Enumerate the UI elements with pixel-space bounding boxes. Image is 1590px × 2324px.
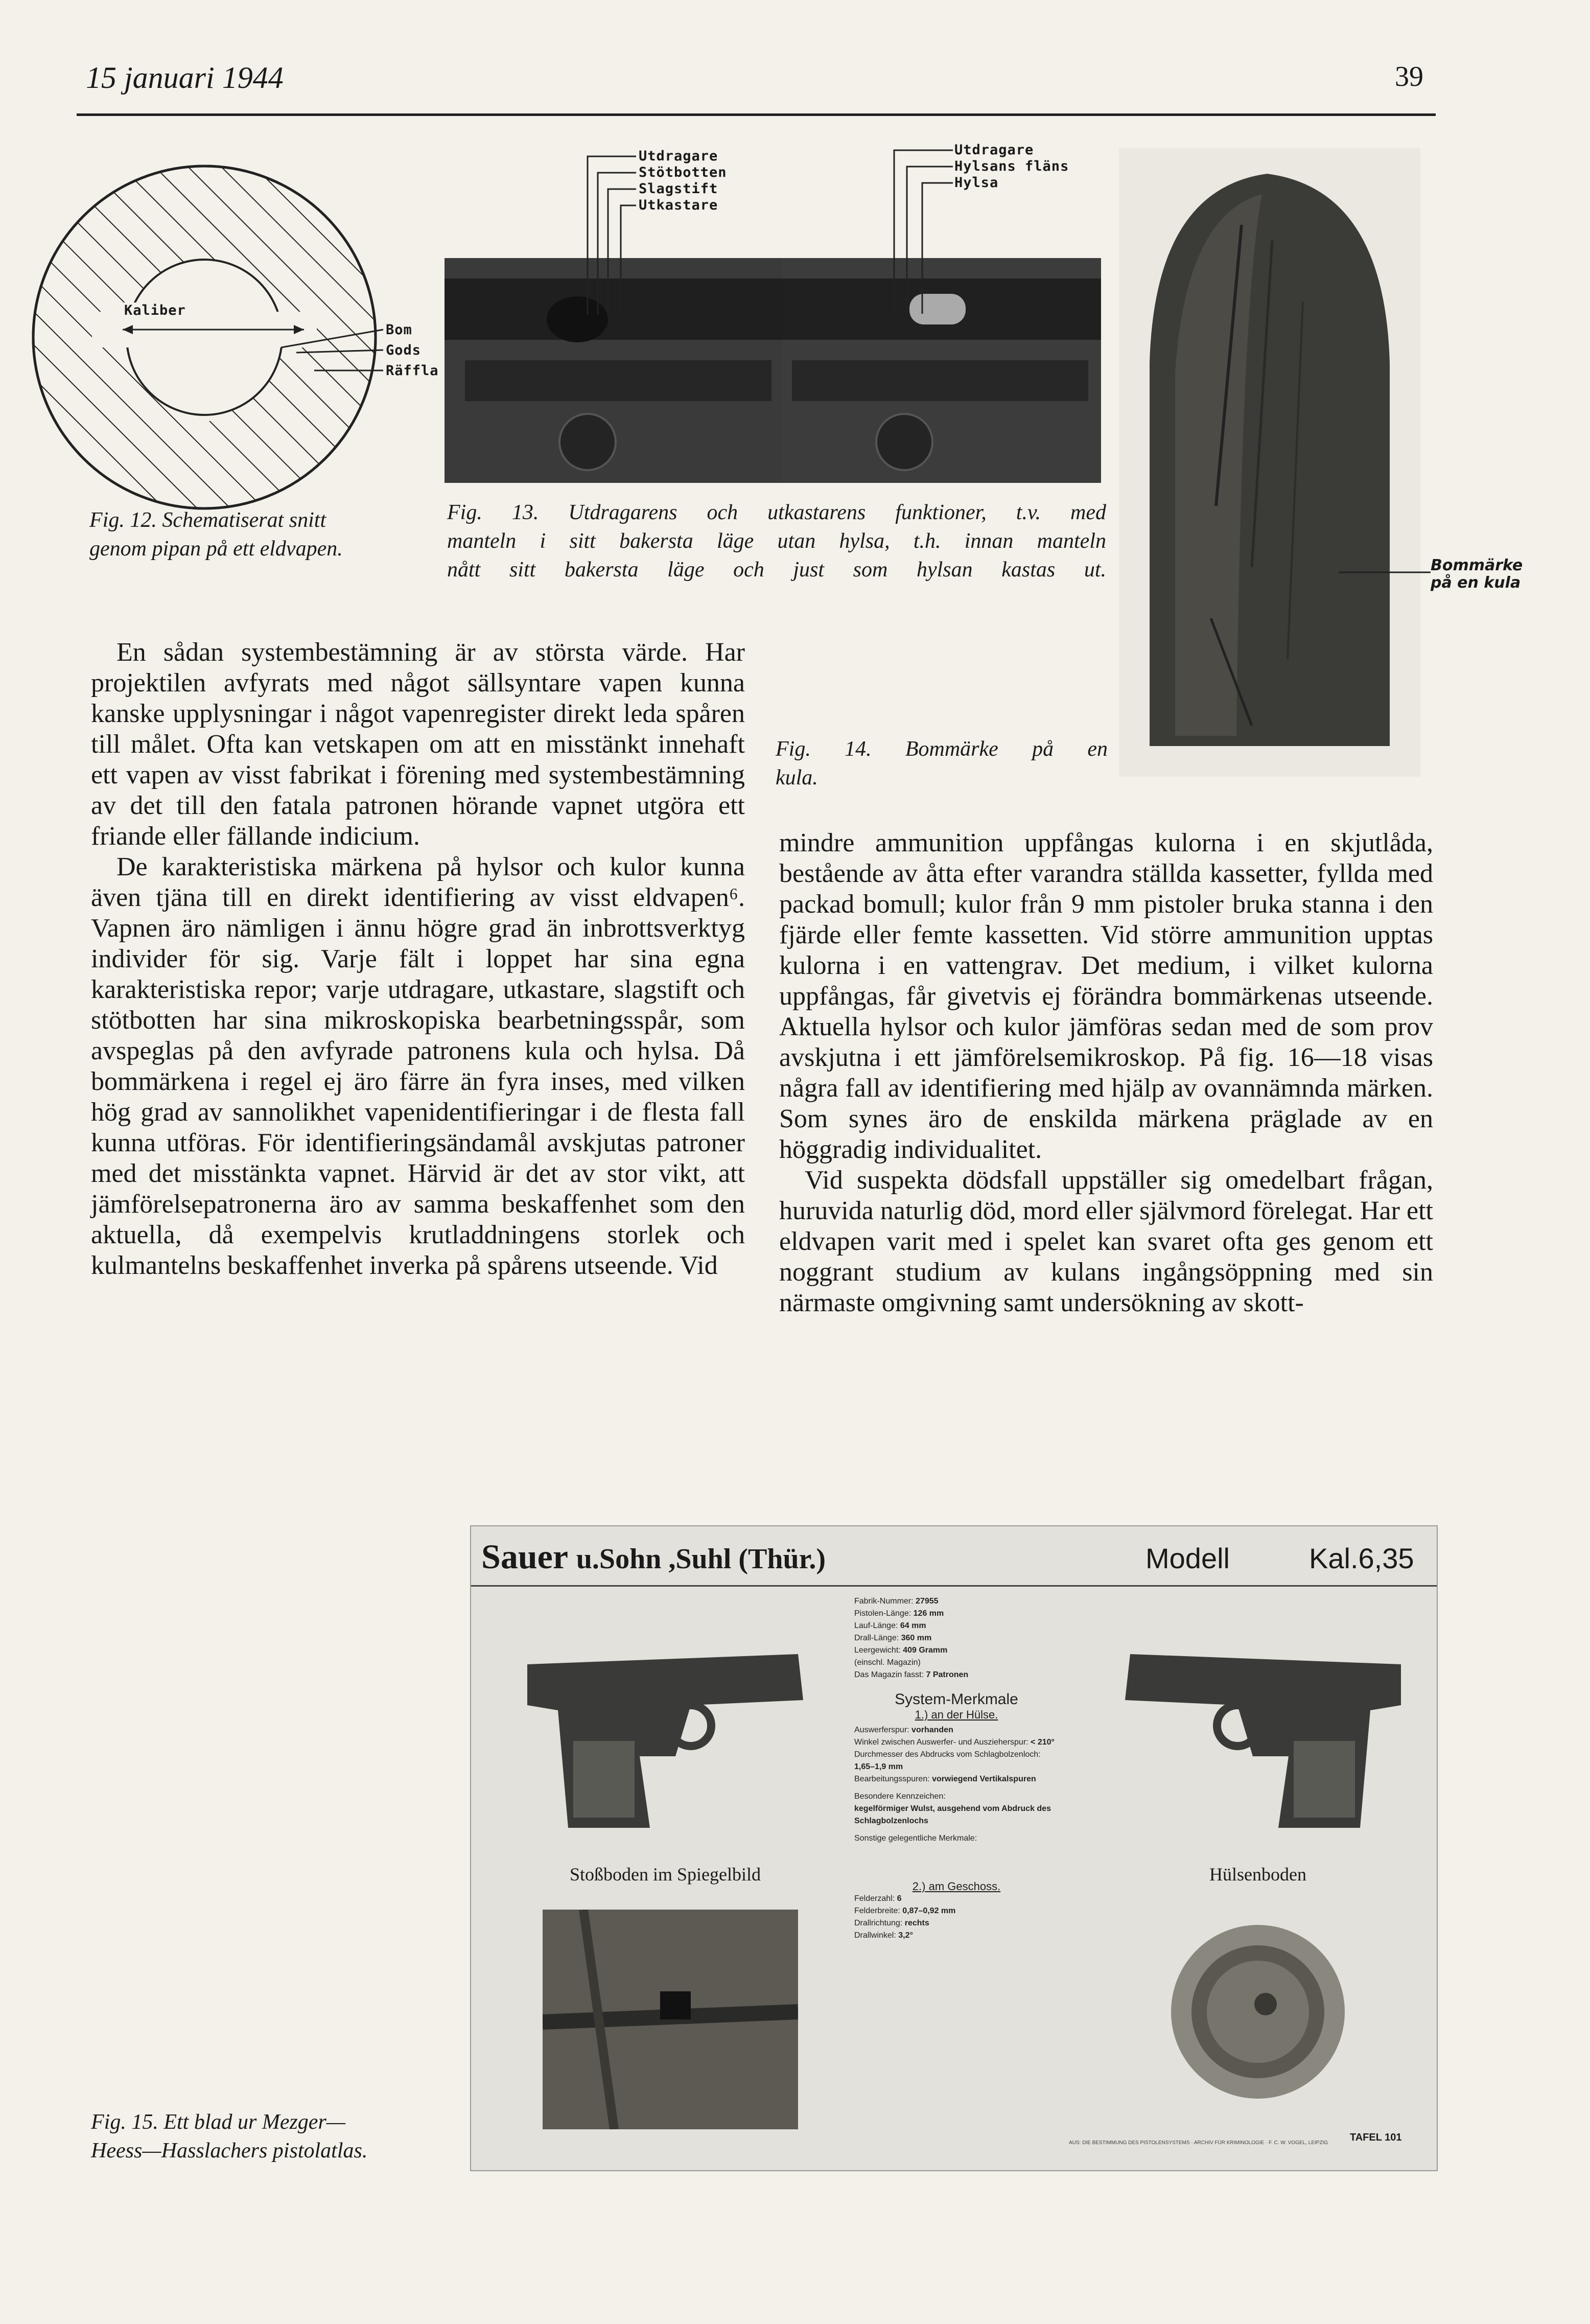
- spec-label: Winkel zwischen Auswerfer- und Auszieherspur:: [854, 1738, 1028, 1747]
- fig12-bom-label: Bom: [386, 322, 412, 338]
- fig14-bullet-photo: [1119, 148, 1420, 777]
- fig15-caption: [91, 2108, 449, 2165]
- spec-value: 409 Gramm: [903, 1646, 948, 1655]
- atlas-system-title: System-Merkmale: [895, 1691, 1018, 1708]
- spec-row: [854, 1930, 1059, 1942]
- spec-value: 6: [897, 1894, 902, 1903]
- atlas-section2: 2.) am Geschoss.: [912, 1880, 1001, 1893]
- spec-row: [854, 1644, 1059, 1657]
- spec-row: [854, 1620, 1059, 1632]
- spec-label: Das Magazin fasst:: [854, 1670, 924, 1679]
- spec-label: Auswerferspur:: [854, 1726, 909, 1734]
- fig12-caliber-label: Kaliber: [120, 303, 190, 319]
- spec-row: [854, 1595, 1059, 1608]
- spec-value: 0,87–0,92 mm: [902, 1907, 956, 1915]
- fig14-label-line: på en kula: [1431, 574, 1521, 592]
- label-hylsans-flans: Hylsans fläns: [954, 158, 1069, 174]
- fig13-left-leader-lines: [562, 151, 639, 320]
- atlas-header-rule: [471, 1585, 1437, 1587]
- fig14-caption-line: kula.: [776, 766, 818, 789]
- fig15-caption-line: Fig. 15. Ett blad ur Mezger—: [91, 2110, 346, 2134]
- fig14-label-leader: [1339, 567, 1431, 577]
- label-utdragare: Utdragare: [954, 142, 1034, 158]
- atlas-maker: [481, 1537, 826, 1577]
- spec-value: 360 mm: [901, 1634, 932, 1642]
- label-slagstift: Slagstift: [639, 181, 718, 197]
- spec-row: [854, 1905, 1059, 1917]
- label-stotbotten: Stötbotten: [639, 165, 727, 180]
- spec-label: Felderzahl:: [854, 1894, 895, 1903]
- left-text-column: [91, 637, 745, 1281]
- spec-value: 3,2°: [898, 1931, 913, 1940]
- spec-value: 7 Patronen: [926, 1670, 969, 1679]
- body-paragraph: De karakteristiska märkena på hylsor och kulor kunna även tjäna till en direkt identifiering av visst eldvapen⁶. Vapnen äro nämligen i ännu högre grad än inbrottsverktyg individer för sig. Varje fält i loppet har sina egna karakteristiska repor; varje utdragare, utkastare, slagstift och stötbotten har sina mikroskopiska bearbetningsspår, som avspeglas på den avfyrade patronens kula och hylsa. Då bommärkena i regel ej äro färre än fyra inses, med vilken hög grad av sannolikhet vapenidentifieringar i de flesta fall kunna utföras. För identifieringsändamål avskjutas patroner med det misstänkta vapnet. Härvid är det av stor vikt, att jämförelsepatronerna äro av samma beskaffenhet som den aktuella, då exempelvis krutladdningens storlek och kulmantelns beskaffenhet inverka på spårens utseende. Vid: [91, 852, 745, 1280]
- spec-label: Fabrik-Nummer:: [854, 1597, 914, 1606]
- atlas-footer-note: AUS: DIE BESTIMMUNG DES PISTOLENSYSTEMS · ARCHIV FÜR KRIMINOLOGIE · F. C. W. VOGEL, LEIPZIG: [1069, 2140, 1328, 2146]
- fig12-gods-label: Gods: [386, 342, 422, 358]
- atlas-right-photo-label: Hülsenboden: [1209, 1864, 1306, 1885]
- body-paragraph: Vid suspekta dödsfall uppställer sig omedelbart frågan, huruvida naturlig död, mord eller självmord förelegat. Har ett eldvapen varit med i spelet kan svaret ofta ges genom ett noggrant studium av kulans ingångsöppning med sin närmaste omgivning samt undersökning av skott-: [779, 1166, 1433, 1317]
- spec-label: Durchmesser des Abdrucks vom Schlagbolzenloch:: [854, 1750, 1041, 1759]
- spec-label: Lauf-Länge:: [854, 1621, 898, 1630]
- spec-label: Felderbreite:: [854, 1907, 900, 1915]
- atlas-hulsenboden-photo: [1130, 1915, 1386, 2109]
- fig13-left-labels: [639, 148, 727, 214]
- fig13-right-labels: [954, 142, 1069, 191]
- spec-row: [854, 1669, 1059, 1681]
- spec-row: [854, 1724, 1059, 1736]
- spec-value: 126 mm: [913, 1609, 944, 1618]
- spec-row: [854, 1632, 1059, 1644]
- fig14-caption-line: Fig. 14. Bommärke på en: [776, 737, 1108, 761]
- fig12-caption: [89, 506, 422, 563]
- atlas-maker-name: Sauer: [481, 1537, 568, 1576]
- right-text-column: [779, 828, 1433, 1318]
- fig14-caption: [776, 735, 1108, 792]
- spec-label: Drallwinkel:: [854, 1931, 896, 1940]
- spec-row: [854, 1608, 1059, 1620]
- fig15-atlas-sheet: [470, 1525, 1438, 2171]
- fig14-bommarke-label: [1431, 557, 1523, 592]
- body-paragraph: mindre ammunition uppfångas kulorna i en skjutlåda, bestående av åtta efter varandra ställda kassetter, fyllda med packad bomull; kulor från 9 mm pistoler bruka stanna i den fjärde eller femte kassetten. Vid större ammunition upptas kulorna i en vattengrav. Det medium, i vilket kulorna uppfångas, får givetvis ej förändra bommärkenas utseende. Aktuella hylsor och kulor jämföras sedan med de som prov avskjutna i ett jämförelsemikroskop. På fig. 16—18 visas några fall av identifiering med hjälp av ovannämnda märken. Som synes äro de enskilda märkena präglade av en höggradig individualitet.: [779, 828, 1433, 1164]
- atlas-stossboden-photo: [543, 1910, 798, 2129]
- spec-row: [854, 1893, 1059, 1905]
- fig13-caption: [447, 498, 1106, 584]
- spec-label: Drallrichtung:: [854, 1919, 903, 1927]
- spec-value: < 210°: [1031, 1738, 1055, 1747]
- spec-value: vorhanden: [911, 1726, 953, 1734]
- atlas-section1: 1.) an der Hülse.: [915, 1708, 998, 1721]
- spec-label: Pistolen-Länge:: [854, 1609, 911, 1618]
- atlas-spec-list: [854, 1595, 1059, 1942]
- atlas-model-label: Modell: [1145, 1542, 1230, 1574]
- spec-row: [854, 1736, 1059, 1749]
- label-utdragare: Utdragare: [639, 148, 718, 164]
- atlas-table-label: TAFEL 101: [1350, 2132, 1402, 2143]
- spec-value: 64 mm: [900, 1621, 926, 1630]
- atlas-maker-place: u.Sohn ,Suhl (Thür.): [576, 1543, 826, 1575]
- atlas-left-photo-label: Stoßboden im Spiegelbild: [570, 1864, 761, 1885]
- spec-label: Leergewicht:: [854, 1646, 901, 1655]
- spec-value: vorwiegend Vertikalspuren: [932, 1775, 1036, 1783]
- fig15-caption-line: Heess—Hasslachers pistolatlas.: [91, 2139, 368, 2163]
- spec-row: [854, 1657, 1059, 1669]
- body-paragraph: En sådan systembestämning är av största värde. Har projektilen avfyrats med något sällsyntare vapen kunna kanske upplysningar i något vapenregister direkt leda spåren till målet. Ofta kan vetskapen om att en misstänkt innehaft ett vapen av visst fabrikat i förening med systembestämning av det till den fatala patronen hörande vapnet utgöra ett friande eller fällande indicium.: [91, 638, 745, 851]
- spec-value: 1,65–1,9 mm: [854, 1762, 903, 1771]
- spec-label: Drall-Länge:: [854, 1634, 899, 1642]
- spec-label: Bearbeitungsspuren:: [854, 1775, 930, 1783]
- label-utkastare: Utkastare: [639, 197, 718, 213]
- spec-row: [854, 1749, 1059, 1773]
- running-header-date: 15 januari 1944: [86, 61, 284, 95]
- label-hylsa: Hylsa: [954, 175, 999, 191]
- atlas-special-label: Besondere Kennzeichen:: [854, 1792, 946, 1801]
- atlas-pistol-left-photo: [522, 1623, 808, 1833]
- fig12-raffla-label: Räffla: [386, 363, 439, 379]
- atlas-other-label: Sonstige gelegentliche Merkmale:: [854, 1834, 977, 1843]
- spec-value: 27955: [916, 1597, 939, 1606]
- header-rule: [77, 113, 1436, 116]
- fig12-caption-line: genom pipan på ett eldvapen.: [89, 537, 343, 561]
- spec-row: [854, 1773, 1059, 1785]
- atlas-special-value: kegelförmiger Wulst, ausgehend vom Abdruck des Schlagbolzenlochs: [854, 1804, 1051, 1825]
- atlas-pistol-right-photo: [1120, 1623, 1406, 1833]
- fig13-right-leader-lines: [879, 145, 955, 319]
- page-number: 39: [1395, 61, 1423, 92]
- fig12-caption-line: Fig. 12. Schematiserat snitt: [89, 508, 326, 532]
- spec-row: [854, 1917, 1059, 1930]
- fig13-caption-line: Fig. 13. Utdragarens och utkastarens funktioner, t.v. med: [447, 501, 1106, 524]
- spec-value: rechts: [904, 1919, 929, 1927]
- fig14-label-line: Bommärke: [1431, 556, 1523, 574]
- atlas-caliber: Kal.6,35: [1309, 1542, 1414, 1574]
- fig13-caption-line: nått sitt bakersta läge och just som hylsan kastas ut.: [447, 558, 1106, 582]
- spec-label: (einschl. Magazin): [854, 1658, 921, 1667]
- fig13-caption-line: manteln i sitt bakersta läge utan hylsa, t.h. innan manteln: [447, 529, 1106, 553]
